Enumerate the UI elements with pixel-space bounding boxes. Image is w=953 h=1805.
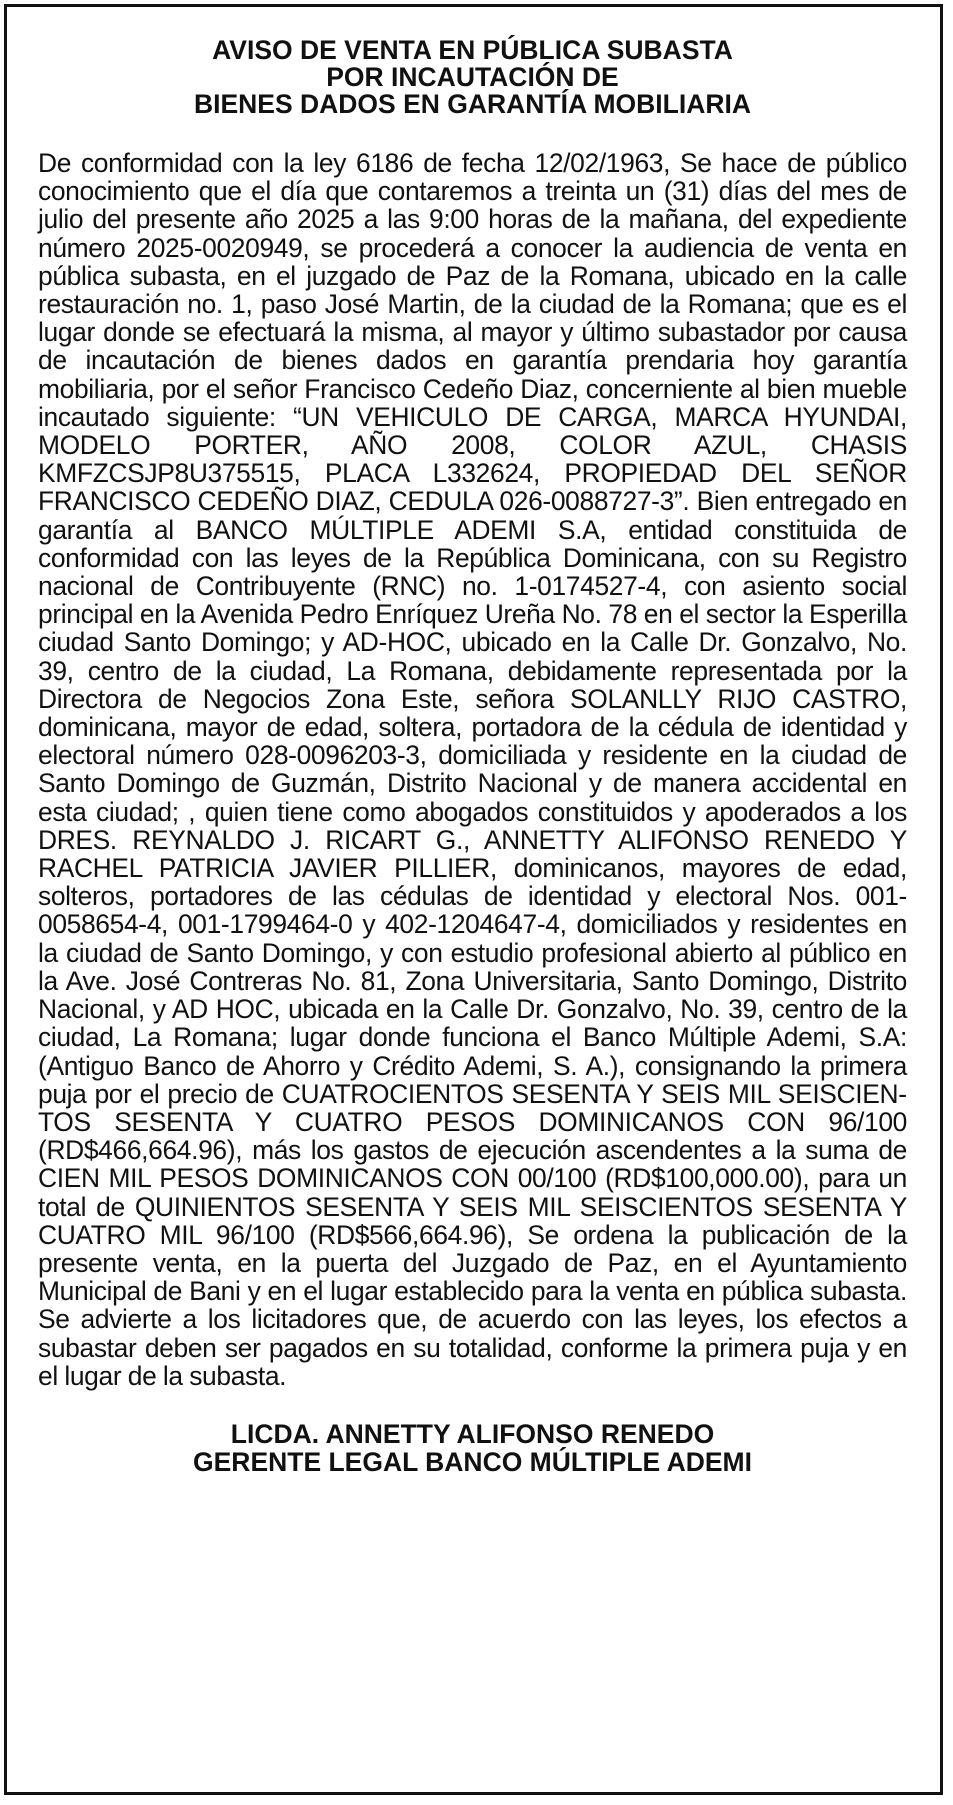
- title-line-3: BIENES DADOS EN GARANTÍA MOBILIARIA: [193, 89, 751, 119]
- signer-name: LICDA. ANNETTY ALIFONSO RENEDO: [230, 1418, 715, 1449]
- signature-block: [38, 1420, 907, 1476]
- notice-body: De conformidad con la ley 6186 de fecha 12/02/1963, Se hace de público conocimiento que el día que contaremos a treinta un (31) días del mes de julio del presente año 2025 a las 9:00 horas de la mañana, del expediente número 2025-0020949, se procederá a conocer la audiencia de venta en pública subasta, en el juzgado de Paz de la Romana, ubicado en la calle restauración no. 1, paso José Martin, de la ciudad de la Romana; que es el lugar donde se efectuará la misma, al mayor y último subastador por causa de incautación de bienes dados en garantía prendaria hoy garantía mobiliaria, por el señor Francisco Cedeño Diaz, concerniente al bien mueble incautado siguiente: “UN VEHICULO DE CARGA, MARCA HYUNDAI, MODELO PORTER, AÑO 2008, COLOR AZUL, CHASIS KMFZCSJP8U375515, PLACA L332624, PROPIEDAD DEL SEÑOR FRANCISCO CEDEÑO DIAZ, CEDULA 026-0088727-3”. Bien entregado en garantía al BANCO MÚLTIPLE ADEMI S.A, entidad constituida de conformidad con las leyes de la República Dominicana, con su Registro nacional de Contribuyente (RNC) no. 1-0174527-4, con asiento social principal en la Avenida Pedro Enríquez Ureña No. 78 en el sector la Esperilla ciudad Santo Domingo; y AD-HOC, ubicado en la Calle Dr. Gonzalvo, No. 39, centro de la ciudad, La Romana, debidamente representada por la Directora de Negocios Zona Este, señora SOLANLLY RIJO CASTRO, dominicana, mayor de edad, soltera, portadora de la cédula de identidad y electoral número 028-0096203-3, domiciliada y residente en la ciudad de Santo Domingo de Guzmán, Distrito Nacional y de manera accidental en esta ciudad; , quien tiene como abogados constituidos y apoderados a los DRES. REYNALDO J. RICART G., ANNETTY ALIFONSO RENEDO Y RACHEL PATRICIA JAVIER PILLIER, dominicanos, mayores de edad, solteros, portadores de las cédulas de identidad y electoral Nos. 001-0058654-4, 001-1799464-0 y 402-1204647-4, domiciliados y residentes en la ciudad de Santo Domingo, y con estudio profesional abierto al público en la Ave. José Contreras No. 81, Zona Universitaria, Santo Domingo, Distrito Nacional, y AD HOC, ubicada en la Calle Dr. Gonzalvo, No. 39, centro de la ciudad, La Romana; lugar donde funciona el Banco Múltiple Ademi, S.A: (Antiguo Banco de Ahorro y Crédito Ademi, S. A.), consignando la primera puja por el precio de CUATROCIENTOS SESENTA Y SEIS MIL SEISCIENTOS SESENTA Y CUATRO PESOS DOMINICANOS CON 96/100 (RD$466,664.96), más los gastos de ejecución ascendentes a la suma de CIEN MIL PESOS DOMINICANOS CON 00/100 (RD$100,000.00), para un total de QUINIENTOS SESENTA Y SEIS MIL SEISCIENTOS SESENTA Y CUATRO MIL 96/100 (RD$566,664.96), Se ordena la publicación de la presente venta, en la puerta del Juzgado de Paz, en el Ayuntamiento Municipal de Bani y en el lugar establecido para la venta en pública subasta. Se advierte a los licitadores que, de acuerdo con las leyes, los efectos a subastar deben ser pagados en su totalidad, conforme la primera puja y en el lugar de la subasta.: [38, 148, 907, 1391]
- title-line-2: POR INCAUTACIÓN DE: [326, 62, 619, 92]
- signer-title: GERENTE LEGAL BANCO MÚLTIPLE ADEMI: [193, 1446, 752, 1477]
- notice-frame: [4, 4, 943, 1795]
- title-line-1: AVISO DE VENTA EN PÚBLICA SUBASTA: [212, 35, 733, 65]
- notice-title: [38, 37, 907, 118]
